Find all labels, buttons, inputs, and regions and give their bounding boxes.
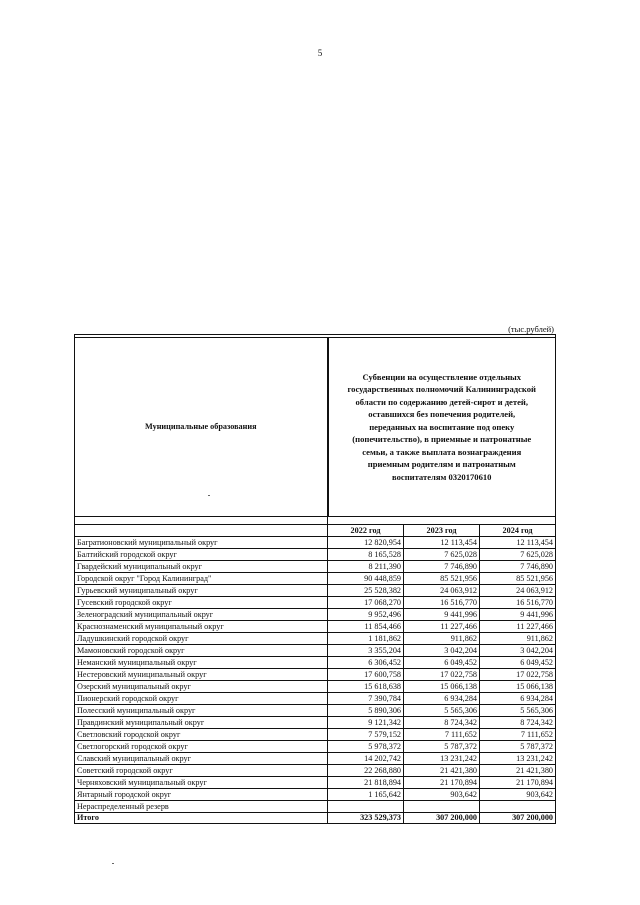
- table-row: [75, 609, 556, 621]
- table-row: [75, 573, 556, 585]
- table-row: [75, 549, 556, 561]
- value-2022: 21 818,894: [328, 777, 404, 789]
- value-2022: 9 952,496: [328, 609, 404, 621]
- value-2023: [404, 801, 480, 813]
- table-row: [75, 537, 556, 549]
- table-row: [75, 789, 556, 801]
- municipality-name: Черняховский муниципальный округ: [75, 777, 328, 789]
- year-header-2023: 2023 год: [404, 525, 480, 537]
- subsidy-header: Субвенции на осуществление отдельных государственных полномочий Калининградской области по содержанию детей-сирот и детей, оставшихся без попечения родителей, переданных на воспитание под опеку (попечительство), в приемные и патронатные семьи, а также выплата вознаграждения приемным родителям и патронатным воспитателям 0320170610: [328, 338, 556, 517]
- municipality-name: Советский городской округ: [75, 765, 328, 777]
- value-2022: 17 600,758: [328, 669, 404, 681]
- value-2022: 14 202,742: [328, 753, 404, 765]
- municipality-name: Светлогорский городской округ: [75, 741, 328, 753]
- value-2022: 5 890,306: [328, 705, 404, 717]
- municipality-name: Славский муниципальный округ: [75, 753, 328, 765]
- municipality-name: Озерский муниципальный округ: [75, 681, 328, 693]
- table-row: [75, 705, 556, 717]
- value-2024: 903,642: [480, 789, 556, 801]
- page-number: 5: [317, 48, 323, 58]
- municipality-name: Ладушкинский городской округ: [75, 633, 328, 645]
- total-2022: 323 529,373: [328, 813, 404, 824]
- value-2024: 9 441,996: [480, 609, 556, 621]
- scan-speck: [208, 495, 210, 496]
- value-2023: 15 066,138: [404, 681, 480, 693]
- value-2023: 24 063,912: [404, 585, 480, 597]
- table-row: [75, 681, 556, 693]
- value-2022: 6 306,452: [328, 657, 404, 669]
- table-row: [75, 645, 556, 657]
- municipality-name: Неманский муниципальный округ: [75, 657, 328, 669]
- value-2024: 6 049,452: [480, 657, 556, 669]
- year-header-2022: 2022 год: [328, 525, 404, 537]
- municipality-name: Гвардейский муниципальный округ: [75, 561, 328, 573]
- municipality-name: Светловский городской округ: [75, 729, 328, 741]
- value-2022: 5 978,372: [328, 741, 404, 753]
- total-2023: 307 200,000: [404, 813, 480, 824]
- value-2023: 911,862: [404, 633, 480, 645]
- value-2023: 903,642: [404, 789, 480, 801]
- table-row: [75, 633, 556, 645]
- value-2022: 7 579,152: [328, 729, 404, 741]
- table-row: [75, 801, 556, 813]
- value-2024: [480, 801, 556, 813]
- municipality-name: Правдинский муниципальный округ: [75, 717, 328, 729]
- value-2023: 21 421,380: [404, 765, 480, 777]
- municipality-name: Балтийский городской округ: [75, 549, 328, 561]
- value-2024: 21 421,380: [480, 765, 556, 777]
- value-2024: 85 521,956: [480, 573, 556, 585]
- value-2024: 3 042,204: [480, 645, 556, 657]
- value-2022: 9 121,342: [328, 717, 404, 729]
- subsidy-table: [74, 334, 556, 824]
- value-2024: 13 231,242: [480, 753, 556, 765]
- total-2024: 307 200,000: [480, 813, 556, 824]
- value-2024: 15 066,138: [480, 681, 556, 693]
- scan-speck: [112, 863, 114, 864]
- municipality-name: Полесский муниципальный округ: [75, 705, 328, 717]
- value-2022: 11 854,466: [328, 621, 404, 633]
- table-row: [75, 753, 556, 765]
- value-2024: 7 111,652: [480, 729, 556, 741]
- table-row: [75, 717, 556, 729]
- value-2022: 8 165,528: [328, 549, 404, 561]
- value-2023: 7 746,890: [404, 561, 480, 573]
- table-row: [75, 597, 556, 609]
- value-2024: 8 724,342: [480, 717, 556, 729]
- municipality-header: Муниципальные образования: [75, 338, 328, 517]
- table-row: [75, 585, 556, 597]
- total-row: [75, 813, 556, 824]
- table-row: [75, 765, 556, 777]
- municipality-name: Багратионовский муниципальный округ: [75, 537, 328, 549]
- value-2023: 5 565,306: [404, 705, 480, 717]
- table-row: [75, 693, 556, 705]
- value-2023: 7 625,028: [404, 549, 480, 561]
- value-2023: 12 113,454: [404, 537, 480, 549]
- value-2024: 7 625,028: [480, 549, 556, 561]
- value-2023: 16 516,770: [404, 597, 480, 609]
- value-2022: 12 820,954: [328, 537, 404, 549]
- value-2023: 5 787,372: [404, 741, 480, 753]
- table-row: [75, 729, 556, 741]
- municipality-name: Нестеровский муниципальный округ: [75, 669, 328, 681]
- value-2023: 6 934,284: [404, 693, 480, 705]
- value-2023: 8 724,342: [404, 717, 480, 729]
- municipality-name: Гусевский городской округ: [75, 597, 328, 609]
- value-2022: [328, 801, 404, 813]
- table-row: [75, 741, 556, 753]
- table-row: [75, 561, 556, 573]
- municipality-name: Нераспределенный резерв: [75, 801, 328, 813]
- table-row: [75, 657, 556, 669]
- value-2023: 11 227,466: [404, 621, 480, 633]
- table-row: [75, 621, 556, 633]
- value-2022: 25 528,382: [328, 585, 404, 597]
- value-2024: 6 934,284: [480, 693, 556, 705]
- value-2024: 12 113,454: [480, 537, 556, 549]
- value-2023: 6 049,452: [404, 657, 480, 669]
- value-2023: 21 170,894: [404, 777, 480, 789]
- value-2024: 17 022,758: [480, 669, 556, 681]
- value-2022: 22 268,880: [328, 765, 404, 777]
- total-label: Итого: [75, 813, 328, 824]
- value-2022: 7 390,784: [328, 693, 404, 705]
- value-2022: 8 211,390: [328, 561, 404, 573]
- table-body: [75, 537, 556, 813]
- value-2023: 7 111,652: [404, 729, 480, 741]
- value-2023: 3 042,204: [404, 645, 480, 657]
- value-2022: 17 068,270: [328, 597, 404, 609]
- year-header-blank: [75, 525, 328, 537]
- table-row: [75, 669, 556, 681]
- municipality-name: Зеленоградский муниципальный округ: [75, 609, 328, 621]
- value-2024: 7 746,890: [480, 561, 556, 573]
- municipality-name: Мамоновский городской округ: [75, 645, 328, 657]
- units-label: (тыс.рублей): [508, 324, 554, 334]
- value-2023: 13 231,242: [404, 753, 480, 765]
- value-2022: 1 165,642: [328, 789, 404, 801]
- value-2023: 9 441,996: [404, 609, 480, 621]
- value-2024: 16 516,770: [480, 597, 556, 609]
- municipality-name: Гурьевский муниципальный округ: [75, 585, 328, 597]
- value-2024: 5 787,372: [480, 741, 556, 753]
- value-2022: 1 181,862: [328, 633, 404, 645]
- table-row: [75, 777, 556, 789]
- value-2024: 11 227,466: [480, 621, 556, 633]
- municipality-name: Городской округ "Город Калининград": [75, 573, 328, 585]
- municipality-name: Краснознаменский муниципальный округ: [75, 621, 328, 633]
- value-2022: 15 618,638: [328, 681, 404, 693]
- municipality-name: Пионерский городской округ: [75, 693, 328, 705]
- value-2022: 90 448,859: [328, 573, 404, 585]
- value-2024: 5 565,306: [480, 705, 556, 717]
- value-2024: 24 063,912: [480, 585, 556, 597]
- value-2022: 3 355,204: [328, 645, 404, 657]
- value-2024: 21 170,894: [480, 777, 556, 789]
- value-2024: 911,862: [480, 633, 556, 645]
- year-header-2024: 2024 год: [480, 525, 556, 537]
- value-2023: 17 022,758: [404, 669, 480, 681]
- municipality-name: Янтарный городской округ: [75, 789, 328, 801]
- value-2023: 85 521,956: [404, 573, 480, 585]
